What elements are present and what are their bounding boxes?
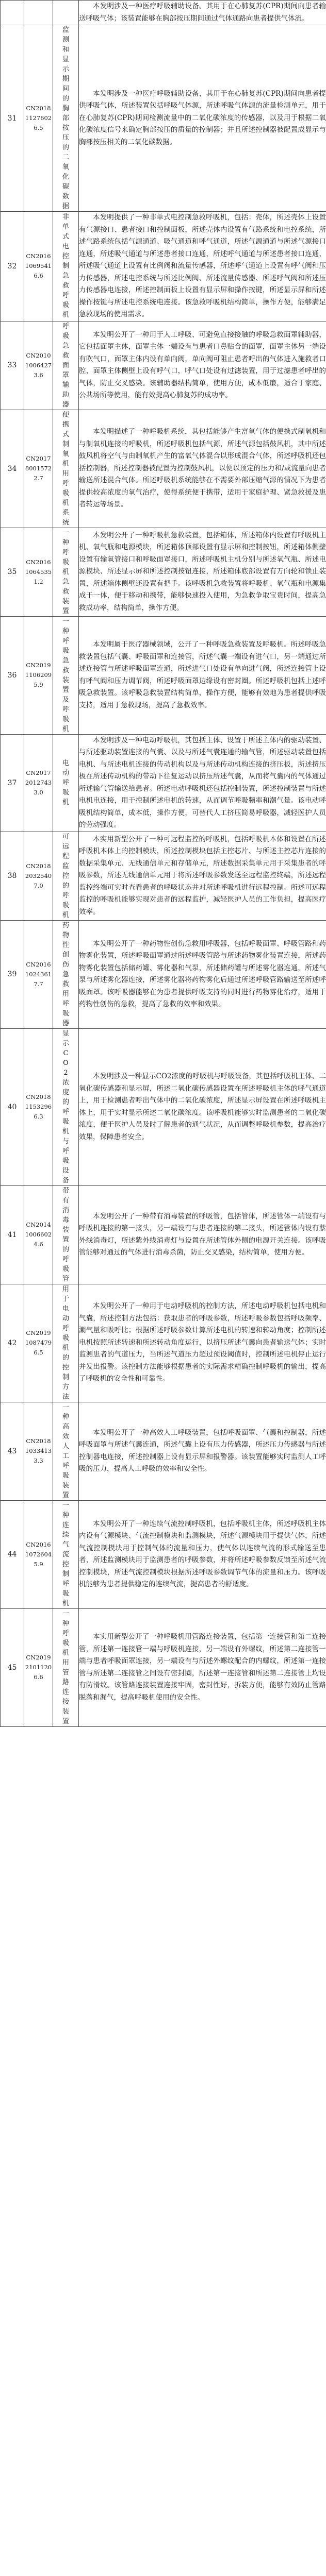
patent-title <box>53 1 79 25</box>
patent-title-text: 药物性创伤急救用呼吸器 <box>62 921 69 1027</box>
patent-id: CN201911062095.9 <box>24 616 53 734</box>
patent-title-text: 一种高效人工呼吸装置 <box>62 1403 69 1499</box>
patent-abstract: 本发明公开了一种高效人工呼吸装置，包括呼吸面罩、气囊和控制器，所述呼吸面罩与所述气囊连通，所述气囊上设有压力传感器，所述压力传感器与所述控制器电连接，所述控制器上设有显示屏和报警器。该装置能够实时监测人工呼吸的压力，提高人工呼吸的效率和安全性。 <box>79 1402 326 1500</box>
patent-abstract: 本发明公开了一种呼吸机急救装置，包括箱体，所述箱体内设置有呼吸机主机、氧气瓶和电源模块，所述箱体顶部设置有显示屏和控制按钮，所述箱体侧壁设置有输氧管接口和呼吸面罩接口，所述呼吸机主机分别与所述氧气瓶、所述电源模块、所述显示屏和所述控制按钮连接，所述箱体底部设置有万向轮和锁止装置，所述箱体侧壁还设置有把手。该呼吸机急救装置将呼吸机、氧气瓶和电源集成于一体，便于移动和携带，能够快速投入使用，为急救争取宝贵时间，提高急救成功率，结构简单，操作方便。 <box>79 528 326 616</box>
patent-abstract: 本实用新型公开了一种可远程监控的呼吸机，包括呼吸机本体和设置在所述呼吸机本体上的控制模块，所述控制模块包括主控芯片、与所述主控芯片连接的数据采集单元、无线通信单元和存储单元，所述数据采集单元用于采集患者的呼吸参数，所述无线通信单元用于将所述呼吸参数发送至远程监控终端，所述远程监控终端可实时查看患者的呼吸状态并对所述呼吸机进行远程控制。所述可远程监控的呼吸机能够实现对患者的远程监护，减轻医护人员的工作负担，提高医疗效率。 <box>79 832 326 920</box>
row-number: 39 <box>1 920 24 1028</box>
patent-row <box>1 1500 326 1608</box>
patent-abstract: 本发明公开了一种药物性创伤急救用呼吸器，包括呼吸面罩、呼吸管路和药物雾化装置，所述呼吸面罩通过所述呼吸管路与所述药物雾化装置连接，所述药物雾化装置包括储药罐、雾化器和气泵，所述储药罐与所述雾化器连通，所述气泵与所述雾化器连接，所述雾化器将药物雾化后通过所述呼吸管路输送至所述呼吸面罩。该呼吸器能够在为患者提供呼吸支持的同时进行药物雾化治疗，适用于药物性创伤的急救，提高了急救的效率和效果。 <box>79 920 326 1028</box>
patent-id: CN201780015722.7 <box>24 410 53 528</box>
row-number: 42 <box>1 1284 24 1402</box>
patent-title-text: 可远程监控的呼吸机 <box>62 833 69 919</box>
patent-title <box>53 1402 79 1500</box>
patent-id: CN201410066024.6 <box>24 1185 53 1284</box>
patent-row <box>1 528 326 616</box>
patent-abstract: 本发明公开了一种连续气流控制呼吸机，包括呼吸机主体，所述呼吸机主体内设有气源模块、气流控制模块和监测模块，所述气源模块用于提供气体，所述气流控制模块用于控制气体的流量和压力，使气体以连续气流的形式输送至患者，所述监测模块用于监测患者的呼吸参数，并将所述呼吸参数反馈至所述气流控制模块，所述气流控制模块根据所述呼吸参数调节气体的流量和压力。该呼吸机能够为患者提供稳定的连续气流，提高患者的舒适度。 <box>79 1500 326 1608</box>
patent-title-text: 一种呼吸机急救装置 <box>62 529 69 615</box>
patent-title <box>53 1028 79 1185</box>
patent-title <box>53 1608 79 1726</box>
patent-title <box>53 734 79 832</box>
patent-title <box>53 920 79 1028</box>
patent-row <box>1 1284 326 1402</box>
patent-title-text: 呼吸急救面罩辅助器 <box>62 322 69 409</box>
row-number: 35 <box>1 528 24 616</box>
patent-title-text: 一种连续气流控制呼吸机 <box>62 1501 69 1607</box>
patent-title <box>53 410 79 528</box>
patent-row <box>1 616 326 734</box>
patent-abstract: 本发明涉及一种医疗呼吸辅助设备，其用于在心肺复苏(CPR)期间向患者提供呼吸气体，所述装置包括呼吸气体源，所述呼吸气体源的流量检测单元，用于在心肺复苏(CPR)期间检测流量中的二氧化碳浓度的传感器，以及用于根据二氧化碳浓度信号来确定胸部按压的质量的控制器；并且所述控制器被配置成显示与胸部按压相关的二氧化碳数据。 <box>79 25 326 212</box>
row-number: 38 <box>1 832 24 920</box>
patent-abstract: 本发明公开了一种用于电动呼吸机的控制方法，所述电动呼吸机包括电机和气囊，所述控制方法包括：获取患者的呼吸参数，所述呼吸参数包括呼吸频率、潮气量和吸呼比；根据所述呼吸参数计算所述电机的转速和转动角度；控制所述电机按照所述转速和所述转动角度运行，以挤压所述气囊向患者输送气体；实时监测患者的气道压力，当所述气道压力超过预设阈值时，控制所述电机停止运行并发出报警。该控制方法能够根据患者的实际需求精确控制呼吸机的输出，提高了呼吸机的安全性和可靠性。 <box>79 1284 326 1402</box>
row-number: 36 <box>1 616 24 734</box>
patent-id: CN201610695416.6 <box>24 212 53 321</box>
patent-title-text: 用于电动呼吸机的控制方法 <box>62 1285 69 1401</box>
patent-row <box>1 25 326 212</box>
patent-id: CN201921011206.6 <box>24 1608 53 1726</box>
patent-title <box>53 528 79 616</box>
patent-id: CN201610243617.7 <box>24 920 53 1028</box>
row-number: 33 <box>1 321 24 410</box>
patent-title-text: 监测和显示期间的胸部按压的二氧化碳数据 <box>62 26 69 210</box>
patent-title <box>53 321 79 410</box>
patent-row <box>1 832 326 920</box>
row-number: 34 <box>1 410 24 528</box>
patent-id: CN201720127433.0 <box>24 734 53 832</box>
patent-row <box>1 1028 326 1185</box>
patent-row <box>1 212 326 321</box>
row-number: 41 <box>1 1185 24 1284</box>
patent-title-text: 电动呼吸机 <box>62 759 69 806</box>
patent-id: CN201810334133.3 <box>24 1402 53 1500</box>
patent-id: CN201811276026.5 <box>24 25 53 212</box>
patent-id: CN201010064273.6 <box>24 321 53 410</box>
patent-title-text: 带有消毒装置的呼吸管 <box>62 1187 69 1283</box>
patent-title <box>53 616 79 734</box>
patent-title-text: 非单式电控制急救呼吸机 <box>62 213 69 319</box>
patent-title <box>53 832 79 920</box>
patent-row <box>1 1402 326 1500</box>
patent-id: CN201820325407.0 <box>24 832 53 920</box>
row-number: 37 <box>1 734 24 832</box>
patent-abstract: 本发明属于医疗器械领域，公开了一种呼吸急救装置及呼吸机。所述呼吸急救装置包括气囊、呼吸面罩和连接管，所述气囊一端设有进气口，另一端通过所述连接管与所述呼吸面罩连通，所述进气口处设有单向进气阀，所述连接管上设有呼气阀和压力调节阀，所述呼吸面罩边缘设有密封圈。所述呼吸机包括上述呼吸急救装置。该呼吸急救装置结构简单，操作方便，能够有效地为患者提供呼吸支持，适用于急救现场，提高了急救效率。 <box>79 616 326 734</box>
patent-row <box>1 734 326 832</box>
patent-row <box>1 1 326 25</box>
row-number: 31 <box>1 25 24 212</box>
patent-row <box>1 920 326 1028</box>
patent-abstract: 本发明涉及一种电动呼吸机，其包括主体、设置于所述主体内的驱动装置、与所述驱动装置连接的气囊、以及与所述气囊连通的输气管，所述驱动装置包括电机、与所述电机连接的传动机构以及与所述传动机构连接的挤压板，所述挤压板在所述传动机构的带动下往复运动以挤压所述气囊，从而将气囊内的气体通过所述输气管输送给患者。所述电动呼吸机还包括控制装置，所述控制装置与所述电机电连接，用于控制所述电机的转速，从而调节呼吸频率和潮气量。该电动呼吸机结构简单，成本低，操作方便，可替代人工挤压简易呼吸器，减轻医护人员的劳动强度。 <box>79 734 326 832</box>
row-number: 43 <box>1 1402 24 1500</box>
patent-title-text: 便携式制氧机用呼吸机系统 <box>62 411 69 527</box>
patent-title-text: 一种呼吸急救装置及呼吸机 <box>62 617 69 733</box>
patent-row <box>1 1608 326 1726</box>
row-number: 40 <box>1 1028 24 1185</box>
patent-title <box>53 1500 79 1608</box>
patent-title <box>53 212 79 321</box>
patent-title-text: 显示CO2浓度的呼吸机与呼吸设备 <box>62 1029 69 1184</box>
patent-abstract: 本发明涉及一种医疗呼吸辅助设备。其用于在心肺复苏(CPR)期间向患者输送呼吸气体；该装置能够在胸部按压期间通过气体通路向患者提供气体流。 <box>79 1 326 25</box>
patent-id: CN201610726045.9 <box>24 1500 53 1608</box>
patent-id: CN201610645351.2 <box>24 528 53 616</box>
row-number: 44 <box>1 1500 24 1608</box>
patent-row <box>1 1185 326 1284</box>
patent-abstract: 本发明公开了一种用于人工呼吸、可避免直接接触的呼吸急救面罩辅助器，它包括面罩主体，面罩主体一端设有与患者口鼻贴合的面罩，面罩主体另一端设有吹气口，面罩主体内设有单向阀，单向阀可阻止患者呼出的气体进入施救者口腔，面罩主体侧壁上设有呼气口，呼气口处设有过滤装置，用于过滤患者呼出的气体，防止交叉感染。该辅助器结构简单，使用方便，成本低廉，适合于家庭、公共场所等使用，能有效提高心肺复苏的成功率。 <box>79 321 326 410</box>
patent-abstract: 本发明涉及一种显示CO2浓度的呼吸机与呼吸设备，其包括呼吸机主体、二氧化碳传感器和显示屏，所述二氧化碳传感器设置在所述呼吸机主体的呼气通道上，用于检测患者呼出气体中的二氧化碳浓度，所述显示屏设置在所述呼吸机主体上，用于实时显示所述二氧化碳浓度。该呼吸机能够实时监测患者的二氧化碳浓度，便于医护人员及时了解患者的通气状况，从而调整呼吸机参数，提高治疗效果，保障患者安全。 <box>79 1028 326 1185</box>
patent-id: CN201811532966.3 <box>24 1028 53 1185</box>
patent-row <box>1 410 326 528</box>
patent-abstract: 本实用新型公开了一种呼吸机用管路连接装置，包括第一连接管和第二连接管，所述第一连接管一端与呼吸机连接，另一端设有外螺纹，所述第二连接管一端与患者呼吸面罩连接，另一端设有与所述外螺纹配合的内螺纹，所述第一连接管与所述第二连接管之间设有密封圈，所述第一连接管和所述第二连接管上均设有防滑纹。该管路连接装置连接牢固，密封性好，拆装方便，能够有效防止管路脱落和漏气，提高呼吸机使用的安全性。 <box>79 1608 326 1726</box>
patent-id <box>24 1 53 25</box>
patent-row <box>1 321 326 410</box>
patent-title <box>53 1185 79 1284</box>
row-number: 32 <box>1 212 24 321</box>
patent-abstract: 本发明公开了一种带有消毒装置的呼吸管，包括管体，所述管体一端设有与呼吸机连接的第一接头，另一端设有与患者连接的第二接头，所述管体内设有紫外线消毒灯，所述紫外线消毒灯与设置在所述管体外侧的电源开关连接。该呼吸管能够对通过的气体进行消毒杀菌，防止交叉感染，结构简单，使用方便。 <box>79 1185 326 1284</box>
patent-title-text: 一种呼吸机用管路连接装置 <box>62 1609 69 1725</box>
row-number <box>1 1 24 25</box>
patent-title <box>53 1284 79 1402</box>
patent-title <box>53 25 79 212</box>
row-number: 45 <box>1 1608 24 1726</box>
patent-id: CN201910874796.5 <box>24 1284 53 1402</box>
patent-table-body <box>1 1 326 1727</box>
patent-abstract: 本发明描述了一种呼吸机系统，其包括能够产生富氧气体的便携式制氧机和与制氧机连接的呼吸机，所述呼吸机包括气源，所述气源包括鼓风机，其中所述鼓风机将空气与由制氧机产生的富氧气体混合以形成混合气体，所述呼吸机还包括控制器，所述控制器被配置为控制鼓风机，以便以预定的压力和/或流量向患者输送所述混合气体。所述呼吸机系统能够在不需要外部压缩气源的情况下为患者提供较高浓度的氧气治疗，使得系统便于携带，适用于家庭护理、紧急救援及患者转运等场景。 <box>79 410 326 528</box>
patent-abstract: 本发明提供了一种非单式电控制急救呼吸机，包括：壳体，所述壳体上设置有气源接口、患者接口和控制面板，所述壳体内设置有气路系统和电控系统，所述气路系统包括气源通道、吸气通道和呼气通道，所述气源通道与所述气源接口连通，所述吸气通道与所述患者接口连通，所述呼气通道与所述患者接口连通，所述吸气通道上设置有比例阀和流量传感器，所述呼气通道上设置有呼气阀和压力传感器，所述电控系统与所述比例阀、所述流量传感器、所述呼气阀和所述压力传感器电连接，所述控制面板上设置有显示屏和操作按键，所述显示屏和所述操作按键与所述电控系统电连接。该急救呼吸机结构简单，操作方便，能够满足急救现场的使用需求。 <box>79 212 326 321</box>
